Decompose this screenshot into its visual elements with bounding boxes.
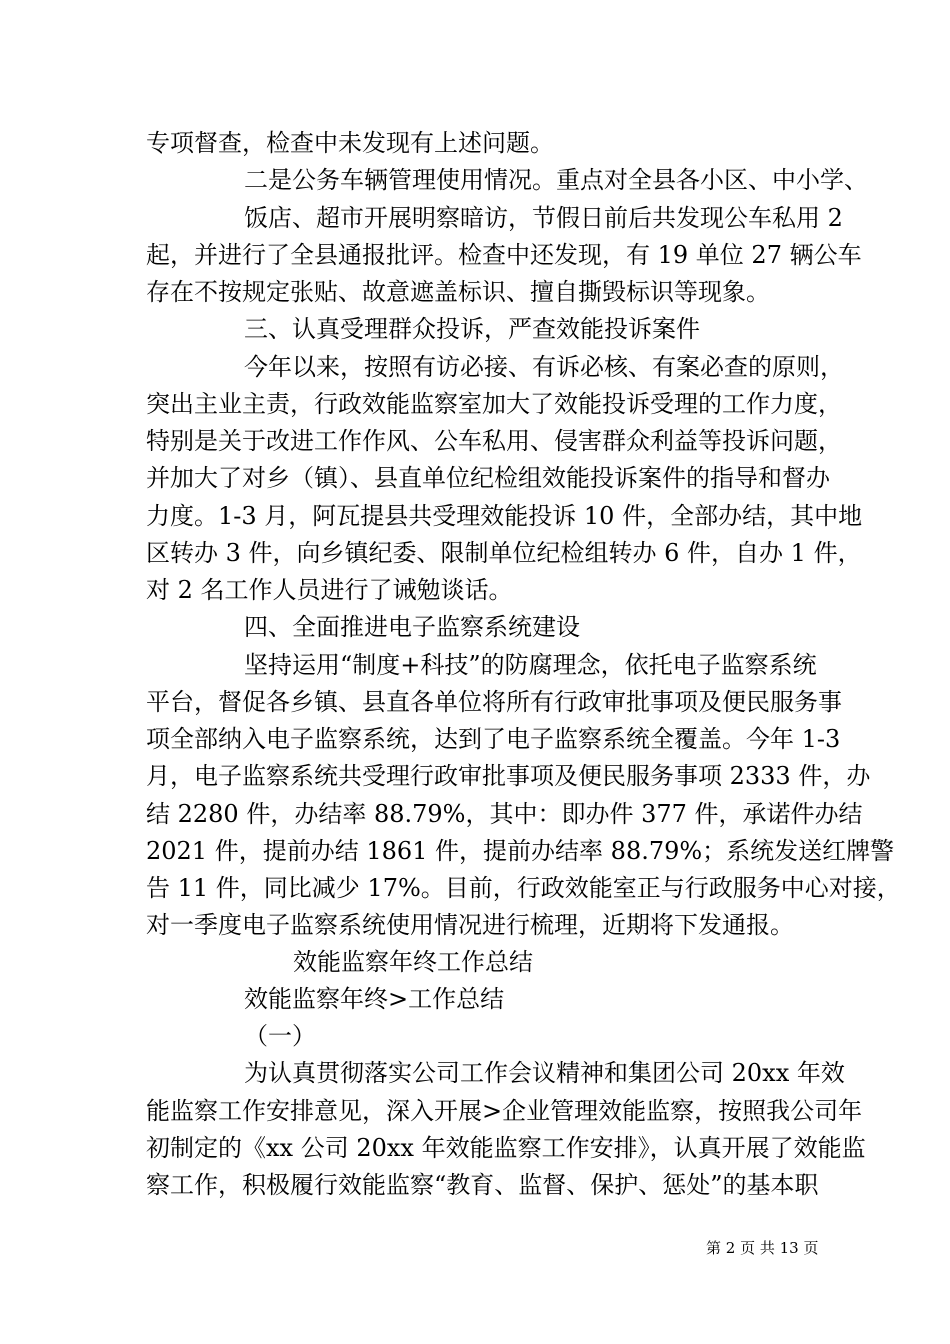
text-line: 二是公务车辆管理使用情况。重点对全县各小区、中小学、 [244, 166, 868, 194]
text-line: 初制定的《xx 公司 20xx 年效能监察工作安排》，认真开展了效能监 [146, 1134, 866, 1162]
text-line: 区转办 3 件，向乡镇纪委、限制单位纪检组转办 6 件，自办 1 件， [146, 539, 862, 567]
article-subtitle: 效能监察年终>工作总结 [244, 985, 505, 1013]
text-line: 对 2 名工作人员进行了诫勉谈话。 [146, 576, 513, 604]
text-line: 力度。1-3 月，阿瓦提县共受理效能投诉 10 件，全部办结，其中地 [146, 502, 863, 530]
text-line: 特别是关于改进工作作风、公车私用、侵害群众利益等投诉问题， [146, 427, 842, 455]
text-line: 察工作，积极履行效能监察“教育、监督、保护、惩处”的基本职 [146, 1171, 819, 1199]
text-line: 项全部纳入电子监察系统，达到了电子监察系统全覆盖。今年 1-3 [146, 725, 841, 753]
text-line: 专项督查，检查中未发现有上述问题。 [146, 129, 554, 157]
section-heading: 四、全面推进电子监察系统建设 [244, 613, 580, 641]
text-line: 为认真贯彻落实公司工作会议精神和集团公司 20xx 年效 [244, 1059, 845, 1087]
text-line: 对一季度电子监察系统使用情况进行梳理，近期将下发通报。 [146, 911, 794, 939]
text-line: 今年以来，按照有访必接、有诉必核、有案必查的原则， [244, 353, 844, 381]
text-line: 告 11 件，同比减少 17%。目前，行政效能室正与行政服务中心对接， [146, 874, 901, 902]
text-line: 并加大了对乡（镇）、县直单位纪检组效能投诉案件的指导和督办 [146, 464, 830, 492]
section-number: （一） [244, 1022, 316, 1050]
text-line: 突出主业主责，行政效能监察室加大了效能投诉受理的工作力度， [146, 390, 842, 418]
text-line: 能监察工作安排意见，深入开展>企业管理效能监察，按照我公司年 [146, 1097, 863, 1125]
article-title: 效能监察年终工作总结 [293, 948, 533, 976]
text-line: 结 2280 件，办结率 88.79%，其中：即办件 377 件，承诺件办结 [146, 800, 863, 828]
section-heading: 三、认真受理群众投诉，严查效能投诉案件 [244, 315, 700, 343]
text-line: 饭店、超市开展明察暗访，节假日前后共发现公车私用 2 [244, 204, 843, 232]
text-line: 月，电子监察系统共受理行政审批事项及便民服务事项 2333 件，办 [146, 762, 871, 790]
text-line: 坚持运用“制度+科技”的防腐理念，依托电子监察系统 [244, 651, 817, 679]
text-line: 存在不按规定张贴、故意遮盖标识、擅自撕毁标识等现象。 [146, 278, 770, 306]
page-number: 第 2 页 共 13 页 [706, 1239, 819, 1257]
text-line: 平台，督促各乡镇、县直各单位将所有行政审批事项及便民服务事 [146, 688, 842, 716]
text-line: 2021 件，提前办结 1861 件，提前办结率 88.79%；系统发送红牌警 [146, 837, 895, 865]
text-line: 起，并进行了全县通报批评。检查中还发现，有 19 单位 27 辆公车 [146, 241, 862, 269]
